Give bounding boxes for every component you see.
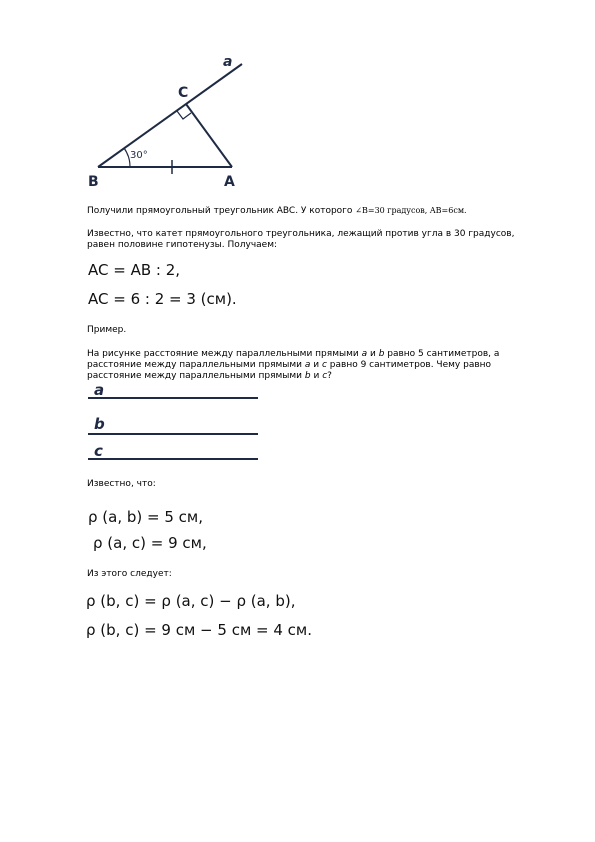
problem-text-1: На рисунке расстояние между параллельными прямыми bbox=[87, 349, 362, 359]
result-line bbox=[87, 205, 517, 217]
label-b: B bbox=[88, 174, 99, 190]
parallel-lines-figure bbox=[86, 382, 266, 464]
known-heading: Известно, что: bbox=[87, 479, 156, 489]
formula-dist-ac: ρ (a, c) = 9 см, bbox=[93, 534, 207, 552]
line-a-label: a bbox=[94, 382, 105, 399]
formula-ac-half: AC = AB : 2, bbox=[88, 261, 181, 279]
var-a-2: a bbox=[304, 360, 311, 370]
var-a: a bbox=[361, 349, 368, 359]
result-text: Получили прямоугольный треугольник ABC. У которого bbox=[87, 206, 356, 216]
follows-heading: Из этого следует: bbox=[87, 569, 172, 579]
var-b-2: b bbox=[304, 371, 311, 381]
example-heading: Пример. bbox=[87, 325, 127, 335]
problem-paragraph bbox=[87, 349, 539, 382]
formula-dist-ab: ρ (a, b) = 5 см, bbox=[88, 508, 203, 526]
formula-dist-bc: ρ (b, c) = ρ (a, c) − ρ (a, b), bbox=[86, 592, 296, 610]
label-a-ray: a bbox=[223, 54, 233, 70]
label-c: C bbox=[178, 85, 189, 101]
problem-text-6: и bbox=[310, 371, 323, 381]
result-condition: ∠B=30 градусов, AB=6см. bbox=[355, 206, 467, 215]
angle-label: 30° bbox=[130, 150, 148, 161]
line-b-label: b bbox=[94, 415, 105, 433]
problem-text-2: и bbox=[367, 349, 379, 359]
line-c-label: c bbox=[94, 442, 103, 460]
formula-dist-bc-value: ρ (b, c) = 9 см − 5 см = 4 см. bbox=[86, 621, 313, 639]
theorem-paragraph: Известно, что катет прямоугольного треугольника, лежащий против угла в 30 градусов, равен половине гипотенузы. Получаем: bbox=[87, 229, 515, 250]
side-ca bbox=[186, 104, 232, 167]
formula-ac-value: AC = 6 : 2 = 3 (см). bbox=[88, 290, 237, 308]
problem-text-3: равно 5 сантиметров, а расстояние между параллельными прямыми bbox=[87, 349, 500, 370]
problem-text-5: равно 9 сантиметров. Чему равно расстояние между параллельными прямыми bbox=[87, 360, 492, 381]
problem-text-7: ? bbox=[327, 371, 332, 381]
var-c-2: c bbox=[322, 371, 328, 381]
triangle-figure bbox=[80, 50, 260, 190]
var-c: c bbox=[321, 360, 327, 370]
problem-text-4: и bbox=[310, 360, 322, 370]
var-b: b bbox=[378, 349, 385, 359]
label-a-point: A bbox=[224, 174, 235, 190]
right-angle-mark bbox=[177, 111, 191, 119]
